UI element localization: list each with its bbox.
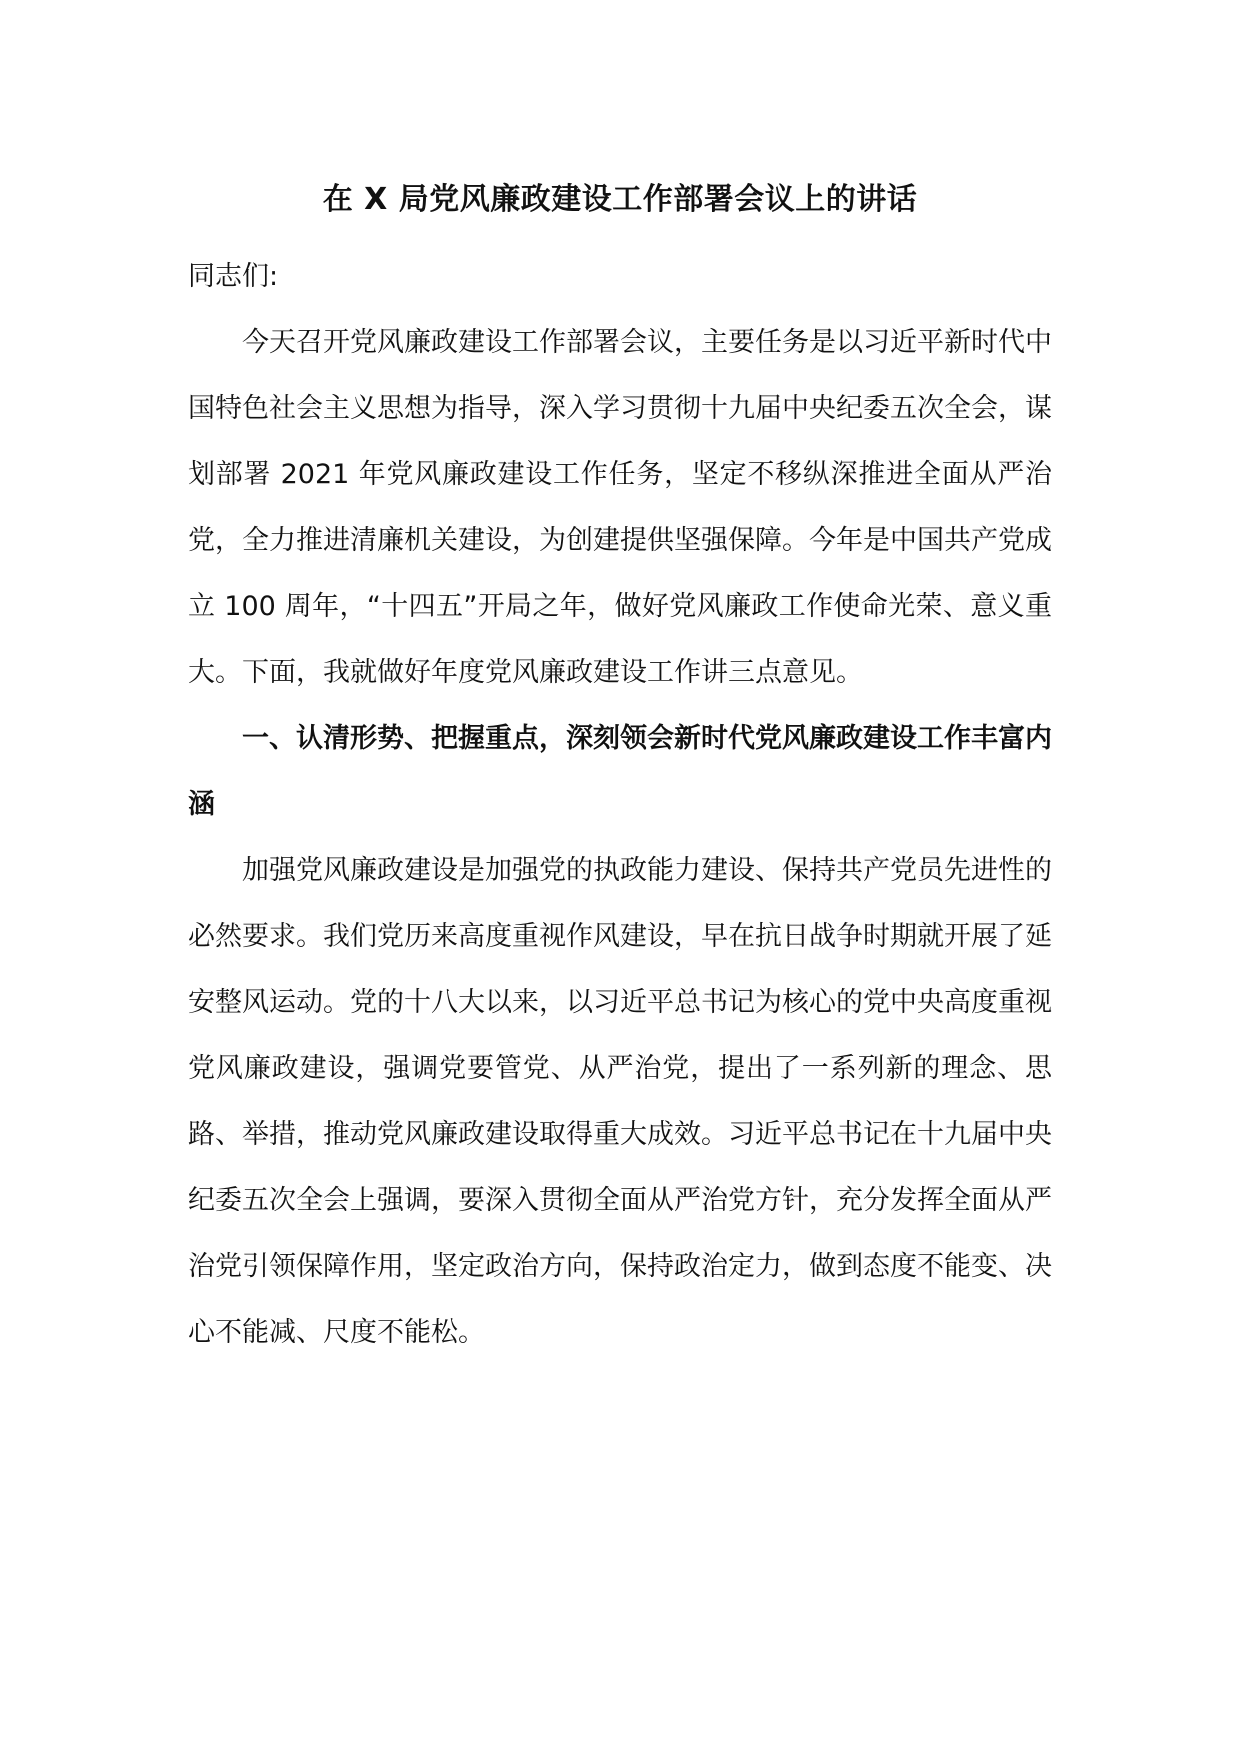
paragraph-intro: 今天召开党风廉政建设工作部署会议，主要任务是以习近平新时代中国特色社会主义思想为指导，深入学习贯彻十九届中央纪委五次全会，谋划部署 2021 年党风廉政建设工作任务，坚定不移纵深推进全面从严治党，全力推进清廉机关建设，为创建提供坚强保障。今年是中国共产党成立 100 周年，“十四五”开局之年，做好党风廉政工作使命光荣、意义重大。下面，我就做好年度党风廉政建设工作讲三点意见。	[188, 327, 1052, 688]
paragraph-section-1: 加强党风廉政建设是加强党的执政能力建设、保持共产党员先进性的必然要求。我们党历来高度重视作风建设，早在抗日战争时期就开展了延安整风运动。党的十八大以来，以习近平总书记为核心的党中央高度重视党风廉政建设，强调党要管党、从严治党，提出了一系列新的理念、思路、举措，推动党风廉政建设取得重大成效。习近平总书记在十九届中央纪委五次全会上强调，要深入贯彻全面从严治党方针，充分发挥全面从严治党引领保障作用，坚定政治方向，保持政治定力，做到态度不能变、决心不能减、尺度不能松。	[188, 855, 1052, 1348]
greeting: 同志们:	[188, 261, 279, 292]
document-title: 在 X 局党风廉政建设工作部署会议上的讲话	[322, 182, 918, 217]
section-heading-1: 一、认清形势、把握重点，深刻领会新时代党风廉政建设工作丰富内涵	[188, 723, 1052, 820]
document-body	[188, 176, 1052, 1366]
